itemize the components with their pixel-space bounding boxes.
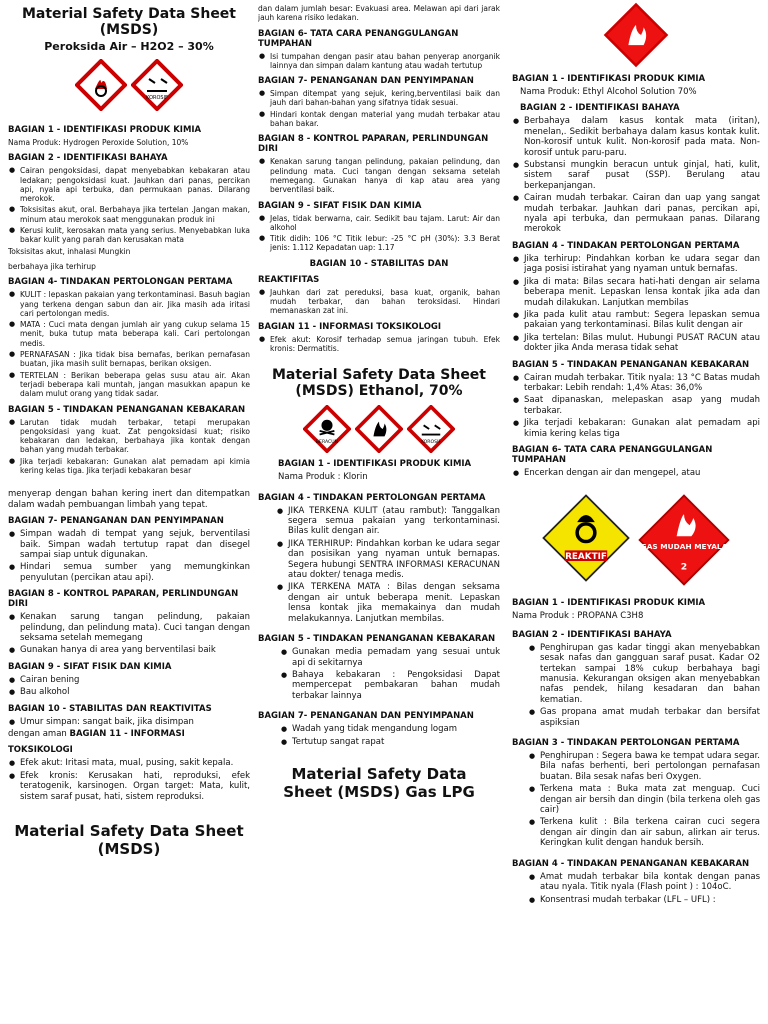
list-item: ● Berbahaya dalam kasus kontak mata (iritan), menelan,. Sedikit berbahaya dalam kasus kontak kulit. Non-korosif untuk kulit. Non-korosif pada mata. Non-korosif untuk paru-paru. bbox=[524, 116, 760, 158]
first-aid-list bbox=[512, 254, 760, 354]
list-item: ● Toksisitas akut, oral. Berbahaya jika tertelan .Jangan makan, minum atau merokok saat menggunakan produk ini bbox=[20, 205, 250, 224]
section-4-heading: BAGIAN 4 - TINDAKAN PERTOLONGAN PERTAMA bbox=[512, 240, 740, 251]
fire-list bbox=[512, 373, 760, 439]
hazard-icons bbox=[258, 405, 500, 453]
stability-list bbox=[8, 717, 250, 727]
section-11-heading: BAGIAN 11 - INFORMASI TOKSIKOLOGI bbox=[258, 321, 442, 332]
flammable-gas-hazard-icon bbox=[636, 492, 732, 588]
first-aid-list bbox=[512, 751, 760, 849]
list-item: ● Konsentrasi mudah terbakar (LFL – UFL) : bbox=[540, 895, 760, 905]
column-middle bbox=[258, 0, 500, 1024]
list-item: ● Jika terhirup: Pindahkan korban ke udara segar dan jaga posisi istirahat yang nyaman untuk bernafas. bbox=[524, 254, 760, 275]
list-item: ● Bau alkohol bbox=[20, 687, 250, 697]
continued-block bbox=[8, 489, 250, 802]
list-item: ● Encerkan dengan air dan mengepel, atau bbox=[524, 468, 760, 478]
ppe-list bbox=[258, 157, 500, 194]
toxicology-list bbox=[258, 335, 500, 354]
list-item: ● Gunakan media pemadam yang sesuai untuk api di sekitarnya bbox=[292, 647, 500, 668]
ethanol-block bbox=[512, 74, 760, 478]
product-name: Nama Produk: Ethyl Alcohol Solution 70% bbox=[520, 87, 697, 97]
reactive-label: REAKTIF bbox=[565, 552, 607, 563]
product-name: Nama Produk : PROPANA C3H8 bbox=[512, 611, 644, 622]
section-11-subheading: TOKSIKOLOGI bbox=[8, 745, 73, 756]
list-item: ● Efek akut: Iritasi mata, mual, pusing, sakit kepala. bbox=[20, 758, 250, 768]
toxic-hazard-icon bbox=[303, 405, 351, 453]
list-item: ● Jika di mata: Bilas secara hati-hati dengan air selama beberapa menit. Lepaskan lensa kontak jika ada dan mudah dilakukan. Lanjutkan membilas bbox=[524, 277, 760, 308]
section-11-heading: BAGIAN 11 - INFORMASI bbox=[69, 729, 185, 739]
ppe-list bbox=[8, 612, 250, 656]
list-item: ● Larutan tidak mudah terbakar, tetapi merupakan pengoksidasi yang kuat. Zat pengoksidasi kuat; risiko kebakaran dan ledakan, berbahaya jika kontak dengan bahan yang mudah terbakar. bbox=[20, 418, 250, 455]
section-7-heading: BAGIAN 7- PENANGANAN DAN PENYIMPANAN bbox=[258, 76, 474, 87]
text-line: berbahaya jika terhirup bbox=[8, 261, 96, 271]
storage-list bbox=[258, 724, 500, 747]
product-name: Nama Produk : Klorin bbox=[278, 472, 368, 483]
section-1-heading: BAGIAN 1 - IDENTIFIKASI PRODUK KIMIA bbox=[512, 598, 706, 609]
section-10-heading: BAGIAN 10 - STABILITAS DAN REAKTIVITAS bbox=[8, 703, 212, 714]
msds-title-ethanol: Material Safety Data Sheet (MSDS) Ethanol, 70% bbox=[271, 367, 486, 400]
spill-list bbox=[512, 468, 760, 478]
flammable-hazard-icon bbox=[355, 405, 403, 453]
spill-list bbox=[258, 52, 500, 71]
list-item: ● Jauhkan dari zat pereduksi, basa kuat, organik, bahan mudah terbakar, dan bahan teroksidasi. Hindari memanaskan zat ini. bbox=[270, 288, 500, 316]
list-item: ● Cairan pengoksidasi, dapat menyebabkan kebakaran atau ledakan; pengoksidasi kuat. Jauhkan dari panas, percikan api, nyala api terbuka, dan permukaan panas. Dilarang merokok. bbox=[20, 166, 250, 203]
list-item: ● TERTELAN : Berikan beberapa gelas susu atau air. Akan terjadi beberapa kali muntah, jangan masukkan apapun ke dalam mulut orang yang tidak sadar. bbox=[20, 371, 250, 399]
list-item: ● Simpan ditempat yang sejuk, kering,berventilasi baik dan jauh dari bahan-bahan yang sifatnya tidak sesuai. bbox=[270, 89, 500, 108]
list-item: ● Cairan mudah terbakar. Cairan dan uap yang sangat mudah terbakar. Jauhkan dari panas, percikan api, nyala api terbuka, dan permukaan panas. Dilarang merokok bbox=[524, 193, 760, 235]
properties-list bbox=[258, 214, 500, 253]
list-item: ● Efek kronis: Kerusakan hati, reproduksi, efek teratogenik, karsinogen. Organ target: Mata, kulit, sistem saraf pusat, hati, sistem reproduksi. bbox=[20, 771, 250, 802]
toxicology-list bbox=[8, 758, 250, 802]
list-item: ● JIKA TERKENA MATA : Bilas dengan seksama dengan air untuk beberapa menit. Lepaskan lensa kontak jika memakainya dan mudah melakukannya. Lanjutkan membilas. bbox=[288, 582, 500, 624]
toxic-label: BERACUN bbox=[315, 440, 339, 446]
list-item: ● Terkena mata : Buka mata zat menguap. Cuci dengan air bersih dan dingin (bila terkena oleh gas cair) bbox=[540, 784, 760, 815]
reactive-hazard-icon bbox=[540, 492, 632, 584]
list-item: ● Gas propana amat mudah terbakar dan bersifat aspiksian bbox=[540, 707, 760, 728]
text-line: Toksisitas akut, inhalasi Mungkin bbox=[8, 246, 131, 256]
oxidizer-hazard-icon bbox=[75, 59, 127, 111]
hazard-list bbox=[512, 643, 760, 728]
list-item: ● Wadah yang tidak mengandung logam bbox=[292, 724, 500, 734]
list-item: ● Titik didih: 106 °C Titik lebur: -25 °C pH (30%): 3.3 Berat jenis: 1.112 Kepadatan uap: 1.17 bbox=[270, 234, 500, 253]
section-4-heading: BAGIAN 4 - TINDAKAN PENANGANAN KEBAKARAN bbox=[512, 858, 750, 869]
text-span: dengan aman bbox=[8, 729, 67, 739]
section-7-heading: BAGIAN 7- PENANGANAN DAN PENYIMPANAN bbox=[8, 516, 224, 527]
section-5-heading: BAGIAN 5 - TINDAKAN PENANGANAN KEBAKARAN bbox=[8, 404, 246, 415]
properties-list bbox=[8, 675, 250, 698]
corrosive-hazard-icon bbox=[131, 59, 183, 111]
list-item: ● MATA : Cuci mata dengan jumlah air yang cukup selama 15 menit, buka tutup mata beberapa kali. Cari pertolongan medis. bbox=[20, 320, 250, 348]
list-item: ● Amat mudah terbakar bila kontak dengan panas atau nyala. Titik nyala (Flash point ) : 104oC. bbox=[540, 872, 760, 893]
product-name: Nama Produk: Hydrogen Peroxide Solution, 10% bbox=[8, 138, 189, 147]
section-1-heading: BAGIAN 1 - IDENTIFIKASI PRODUK KIMIA bbox=[512, 74, 706, 84]
section-2-heading: BAGIAN 2 - IDENTIFIKASI BAHAYA bbox=[8, 153, 168, 164]
section-9-heading: BAGIAN 9 - SIFAT FISIK DAN KIMIA bbox=[258, 200, 422, 211]
section-3-heading: BAGIAN 3 - TINDAKAN PERTOLONGAN PERTAMA bbox=[512, 738, 740, 749]
hazard-icons-lpg bbox=[512, 492, 760, 588]
list-item: ● Kerusi kulit, kerosakan mata yang serius. Menyebabkan luka bakar kulit yang parah dan kerusakan mata bbox=[20, 226, 250, 245]
list-item: ● Substansi mungkin beracun untuk ginjal, hati, kulit, sistem saraf pusat (SSP). Berulang atau berkepanjangan. bbox=[524, 160, 760, 191]
section-10-subheading: REAKTIFITAS bbox=[258, 274, 320, 285]
text-line: dan dalam jumlah besar: Evakuasi area. Melawan api dari jarak jauh karena risiko ledakan. bbox=[258, 4, 500, 23]
section-9-heading: BAGIAN 9 - SIFAT FISIK DAN KIMIA bbox=[8, 661, 172, 672]
lpg-block bbox=[512, 598, 760, 905]
list-item: ● Jelas, tidak berwarna, cair. Sedikit bau tajam. Larut: Air dan alkohol bbox=[270, 214, 500, 233]
list-item: ● Hindari kontak dengan material yang mudah terbakar atau bahan bakar. bbox=[270, 110, 500, 129]
fire-list bbox=[258, 647, 500, 701]
list-item: ● Efek akut: Korosif terhadap semua jaringan tubuh. Efek kronis: Dermatitis. bbox=[270, 335, 500, 354]
msds-title-lpg: Material Safety Data Sheet (MSDS) Gas LPG bbox=[283, 764, 475, 801]
flammable-gas-label: GAS MUDAH MEYALA bbox=[640, 542, 728, 552]
list-item: ● Jika terjadi kebakaran: Gunakan alat pemadam api kimia kering kelas tiga. Jika terjadi kebakaran besar bbox=[20, 457, 250, 476]
first-aid-list bbox=[8, 290, 250, 398]
list-item: ● Jika terjadi kebakaran: Gunakan alat pemadam api kimia kering kelas tiga bbox=[524, 418, 760, 439]
list-item: ● JIKA TERKENA KULIT (atau rambut): Tanggalkan segera semua pakaian yang terkontaminasi. Bilas kulit dengan air. bbox=[288, 506, 500, 537]
section-2-heading: BAGIAN 2 - IDENTIFIKASI BAHAYA bbox=[512, 629, 672, 640]
section-6-heading: BAGIAN 6- TATA CARA PENANGGULANGAN TUMPAHAN bbox=[512, 444, 713, 465]
list-item: ● Umur simpan: sangat baik, jika disimpan bbox=[20, 717, 250, 727]
section-7-heading: BAGIAN 7- PENANGANAN DAN PENYIMPANAN bbox=[258, 711, 474, 722]
hazard-icons bbox=[512, 2, 760, 68]
stability-list bbox=[258, 288, 500, 316]
list-item: ● Simpan wadah di tempat yang sejuk, berventilasi baik. Simpan wadah tertutup rapat dan disegel sampai siap untuk digunakan. bbox=[20, 529, 250, 560]
column-hydrogen-peroxide bbox=[8, 0, 250, 1024]
corrosive-label: KOROSIF bbox=[420, 440, 442, 446]
section-4-heading: BAGIAN 4 - TINDAKAN PERTOLONGAN PERTAMA bbox=[258, 492, 486, 503]
section-4-heading: BAGIAN 4- TINDAKAN PERTOLONGAN PERTAMA bbox=[8, 277, 233, 288]
section-6-heading: BAGIAN 6- TATA CARA PENANGGULANGAN TUMPAHAN bbox=[258, 28, 459, 49]
corrosive-hazard-icon bbox=[407, 405, 455, 453]
text-line bbox=[8, 729, 250, 739]
list-item: ● KULIT : lepaskan pakaian yang terkontaminasi. Basuh bagian yang terkena dengan sabun dan air. Jika masih ada iritasi cari pertolongan medis. bbox=[20, 290, 250, 318]
list-item: ● PERNAFASAN : Jika tidak bisa bernafas, berikan pernafasan buatan, jika masih sulit bernapas, berikan oksigen. bbox=[20, 350, 250, 369]
hazard-icons bbox=[8, 59, 250, 111]
flammable-hazard-icon bbox=[603, 2, 669, 68]
hazard-list bbox=[8, 166, 250, 244]
corrosive-label: KOROSIF bbox=[146, 95, 168, 101]
storage-list bbox=[8, 529, 250, 583]
msds-title: Material Safety Data Sheet (MSDS) bbox=[21, 6, 236, 38]
section-8-heading: BAGIAN 8 - KONTROL PAPARAN, PERLINDUNGAN DIRI bbox=[258, 134, 489, 155]
hazard-list bbox=[512, 116, 760, 234]
list-item: ● Jika tertelan: Bilas mulut. Hubungi PUSAT RACUN atau dokter jika Anda merasa tidak sehat bbox=[524, 333, 760, 354]
list-item: ● Terkena kulit : Bila terkena cairan cuci segera dengan air dingin dan air sabun, alirkan air terus. Keringkan kulit dengan handuk bersih. bbox=[540, 817, 760, 848]
list-item: ● Tertutup sangat rapat bbox=[292, 737, 500, 747]
list-item: ● Saat dipanaskan, melepaskan asap yang mudah terbakar. bbox=[524, 395, 760, 416]
msds-title-2: Material Safety Data Sheet (MSDS) bbox=[14, 822, 244, 859]
fire-list bbox=[8, 418, 250, 476]
first-aid-list bbox=[258, 506, 500, 624]
list-item: ● Jika pada kulit atau rambut: Segera lepaskan semua pakaian yang terkontaminasi. Bilas kulit dengan air bbox=[524, 310, 760, 331]
column-right bbox=[512, 0, 760, 1024]
section-5-heading: BAGIAN 5 - TINDAKAN PENANGANAN KEBAKARAN bbox=[512, 359, 750, 370]
text-line: menyerap dengan bahan kering inert dan ditempatkan dalam wadah pembuangan limbah yang tepat. bbox=[8, 489, 250, 510]
section-1-heading: BAGIAN 1 - IDENTIFIKASI PRODUK KIMIA bbox=[8, 125, 202, 135]
list-item: ● Isi tumpahan dengan pasir atau bahan penyerap anorganik lainnya dan simpan dalam kantung atau wadah tertutup bbox=[270, 52, 500, 71]
list-item: ● Penghirupan gas kadar tinggi akan menyebabkan sesak nafas dan gangguan saraf pusat. Kadar O2 tertekan sampai 18% cukup berbahaya bagi manusia. Kekurangan oksigen akan menyebabkan nafas pendek, hilang kesadaran dan bahan kematian. bbox=[540, 643, 760, 705]
section-1-heading: BAGIAN 1 - IDENTIFIKASI PRODUK KIMIA bbox=[278, 459, 472, 470]
hazard-class-number: 2 bbox=[680, 561, 688, 573]
list-item: ● Cairan bening bbox=[20, 675, 250, 685]
product-subtitle: Peroksida Air – H2O2 – 30% bbox=[44, 40, 214, 53]
list-item: ● Bahaya kebakaran : Pengoksidasi Dapat mempercepat pembakaran bahan mudah terbakar lainnya bbox=[292, 670, 500, 701]
list-item: ● Hindari semua sumber yang memungkinkan penyulutan (percikan atau api). bbox=[20, 562, 250, 583]
section-10-heading: BAGIAN 10 - STABILITAS DAN bbox=[309, 258, 449, 269]
list-item: ● Penghirupan : Segera bawa ke tempat udara segar. Bila nafas berhenti, beri pertolongan pernafasan buatan. Bila sesak nafas beri Oxygen. bbox=[540, 751, 760, 782]
section-2-heading: BAGIAN 2 - IDENTIFIKASI BAHAYA bbox=[520, 103, 680, 114]
list-item: ● Gunakan hanya di area yang berventilasi baik bbox=[20, 645, 250, 655]
klorin-block bbox=[258, 459, 500, 747]
list-item: ● JIKA TERHIRUP: Pindahkan korban ke udara segar dan posisikan yang nyaman untuk bernapas. Segera hubungi SENTRA INFORMASI KERACUNAN atau dokter/ tenaga medis. bbox=[288, 539, 500, 581]
fire-list bbox=[512, 872, 760, 905]
list-item: ● Kenakan sarung tangan pelindung, pakaian pelindung, dan pelindung mata. Cuci tangan dengan seksama setelah memegang. Gunakan hanya di kap atau area yang berventilasi baik. bbox=[270, 157, 500, 194]
section-5-heading: BAGIAN 5 - TINDAKAN PENANGANAN KEBAKARAN bbox=[258, 634, 496, 645]
list-item: ● Kenakan sarung tangan pelindung, pakaian pelindung, dan pelindung mata). Cuci tangan dengan seksama setelah memegang bbox=[20, 612, 250, 643]
list-item: ● Cairan mudah terbakar. Titik nyala: 13 °C Batas mudah terbakar: Lebih rendah: 1,4% Atas: 36,0% bbox=[524, 373, 760, 394]
storage-list bbox=[258, 89, 500, 128]
section-8-heading: BAGIAN 8 - KONTROL PAPARAN, PERLINDUNGAN DIRI bbox=[8, 589, 239, 610]
